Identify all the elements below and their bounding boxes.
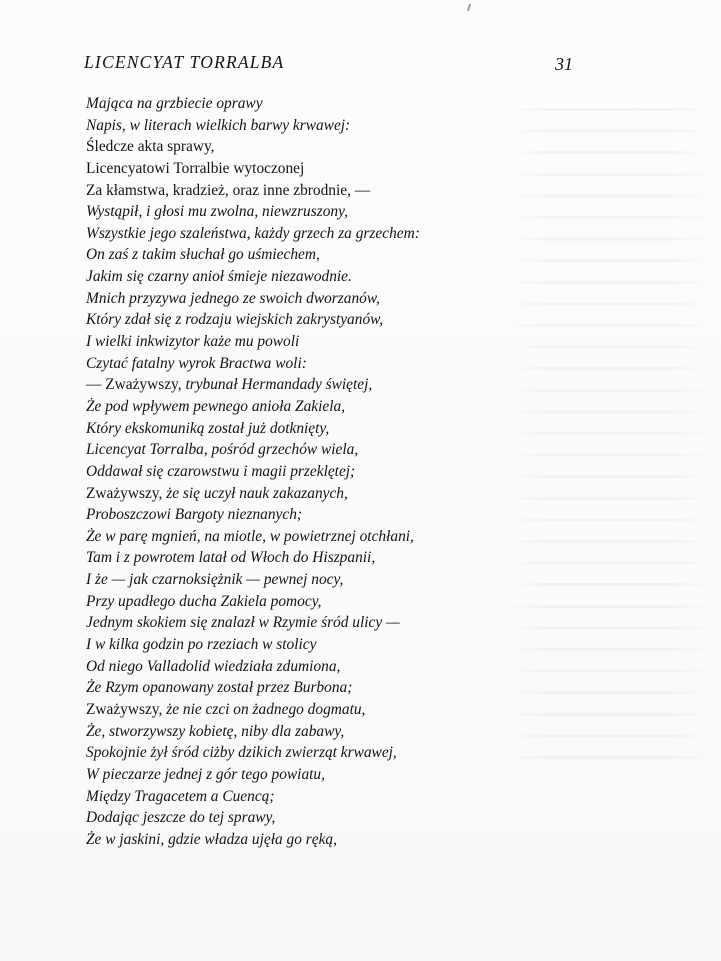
verse-line — [86, 136, 606, 158]
verse-line — [86, 807, 606, 829]
verse-segment: Jednym skokiem się znalazł w Rzymie śród ulicy — — [86, 614, 400, 632]
verse-segment: Czytać fatalny wyrok Bractwa woli: — [86, 354, 307, 372]
verse-segment: Spokojnie żył śród ciżby dzikich zwierząt krwawej, — [86, 744, 397, 762]
verse-segment: I w kilka godzin po rzeziach w stolicy — [86, 636, 317, 654]
running-title: LICENCYAT TORRALBA — [84, 52, 285, 72]
verse-line — [86, 266, 606, 288]
verse-segment: Zważywszy, — [86, 484, 167, 502]
verse-segment: I że — jak czarnoksiężnik — pewnej nocy, — [86, 571, 344, 589]
verse-line — [86, 374, 606, 396]
verse-line — [86, 677, 606, 699]
verse-line — [86, 591, 606, 613]
verse-line — [86, 829, 606, 851]
page-number: 31 — [555, 54, 573, 74]
verse-segment: Wystąpił, i głosi mu zwolna, niewzruszony, — [86, 203, 348, 221]
verse-segment: Przy upadłego ducha Zakiela pomocy, — [86, 592, 322, 610]
verse-segment: Licencyatowi Torralbie wytoczonej — [86, 159, 305, 177]
verse-line — [86, 288, 606, 310]
verse-segment: Od niego Valladolid wiedziała zdumiona, — [86, 657, 341, 675]
verse-line — [86, 180, 606, 202]
verse-segment: Za kłamstwa, kradzież, oraz inne zbrodnie, — — [86, 181, 371, 199]
verse-segment: że nie czci on żadnego dogmatu, — [166, 700, 366, 718]
verse-line — [86, 612, 606, 634]
verse-line — [86, 158, 606, 180]
verse-line — [86, 483, 606, 505]
verse-line — [86, 721, 606, 743]
verse-segment: Mnich przyzywa jednego ze swoich dworzanów, — [86, 289, 380, 307]
poem-text — [86, 93, 606, 850]
verse-line — [86, 504, 606, 526]
verse-segment: Który ekskomuniką został już dotknięty, — [86, 419, 330, 437]
verse-segment: Śledcze akta sprawy, — [86, 138, 215, 156]
verse-line — [86, 526, 606, 548]
verse-line — [86, 569, 606, 591]
verse-line — [86, 93, 606, 115]
verse-segment: że się uczył nauk zakazanych, — [166, 484, 348, 502]
verse-line — [86, 244, 606, 266]
verse-segment: Że w parę mgnień, na miotle, w powietrznej otchłani, — [86, 527, 414, 545]
verse-segment: Że w jaskini, gdzie władza ujęła go ręką, — [86, 830, 337, 848]
verse-line — [86, 699, 606, 721]
verse-line — [86, 764, 606, 786]
verse-line — [86, 353, 606, 375]
verse-line — [86, 547, 606, 569]
paper-speck — [467, 4, 471, 11]
verse-segment: Że, stworzywszy kobietę, niby dla zabawy, — [86, 722, 345, 740]
verse-line — [86, 634, 606, 656]
verse-segment: Że Rzym opanowany został przez Burbona; — [86, 679, 353, 697]
verse-segment: Dodając jeszcze do tej sprawy, — [86, 809, 276, 827]
verse-line — [86, 786, 606, 808]
verse-segment: I wielki inkwizytor każe mu powoli — [86, 333, 300, 351]
verse-segment: Jakim się czarny anioł śmieje niezawodnie. — [86, 268, 352, 286]
verse-segment: On zaś z takim słuchał go uśmiechem, — [86, 246, 320, 264]
verse-segment: — Zważywszy, — [86, 376, 186, 394]
verse-segment: Oddawał się czarowstwu i magii przeklętej; — [86, 462, 356, 480]
verse-line — [86, 309, 606, 331]
verse-segment: Licencyat Torralba, pośród grzechów wiela, — [86, 441, 359, 459]
verse-line — [86, 223, 606, 245]
verse-segment: W pieczarze jednej z gór tego powiatu, — [86, 765, 325, 783]
verse-segment: Napis, w literach wielkich barwy krwawej: — [86, 116, 351, 134]
verse-segment: Wszystkie jego szaleństwa, każdy grzech za grzechem: — [86, 224, 420, 242]
verse-line — [86, 461, 606, 483]
verse-segment: Zważywszy, — [86, 700, 167, 718]
verse-line — [86, 396, 606, 418]
verse-line — [86, 115, 606, 137]
verse-segment: Tam i z powrotem latał od Włoch do Hiszpanii, — [86, 549, 376, 567]
verse-line — [86, 439, 606, 461]
verse-segment: Między Tragacetem a Cuencą; — [86, 787, 275, 805]
verse-segment: Który zdał się z rodzaju wiejskich zakrystyanów, — [86, 311, 384, 329]
verse-segment: Że pod wpływem pewnego anioła Zakiela, — [86, 397, 346, 415]
verse-line — [86, 201, 606, 223]
verse-line — [86, 418, 606, 440]
verse-segment: Mająca na grzbiecie oprawy — [86, 95, 263, 112]
verse-line — [86, 656, 606, 678]
verse-segment: Proboszczowi Bargoty nieznanych; — [86, 506, 303, 524]
verse-line — [86, 331, 606, 353]
verse-segment: trybunał Hermandady świętej, — [185, 376, 373, 394]
verse-line — [86, 742, 606, 764]
